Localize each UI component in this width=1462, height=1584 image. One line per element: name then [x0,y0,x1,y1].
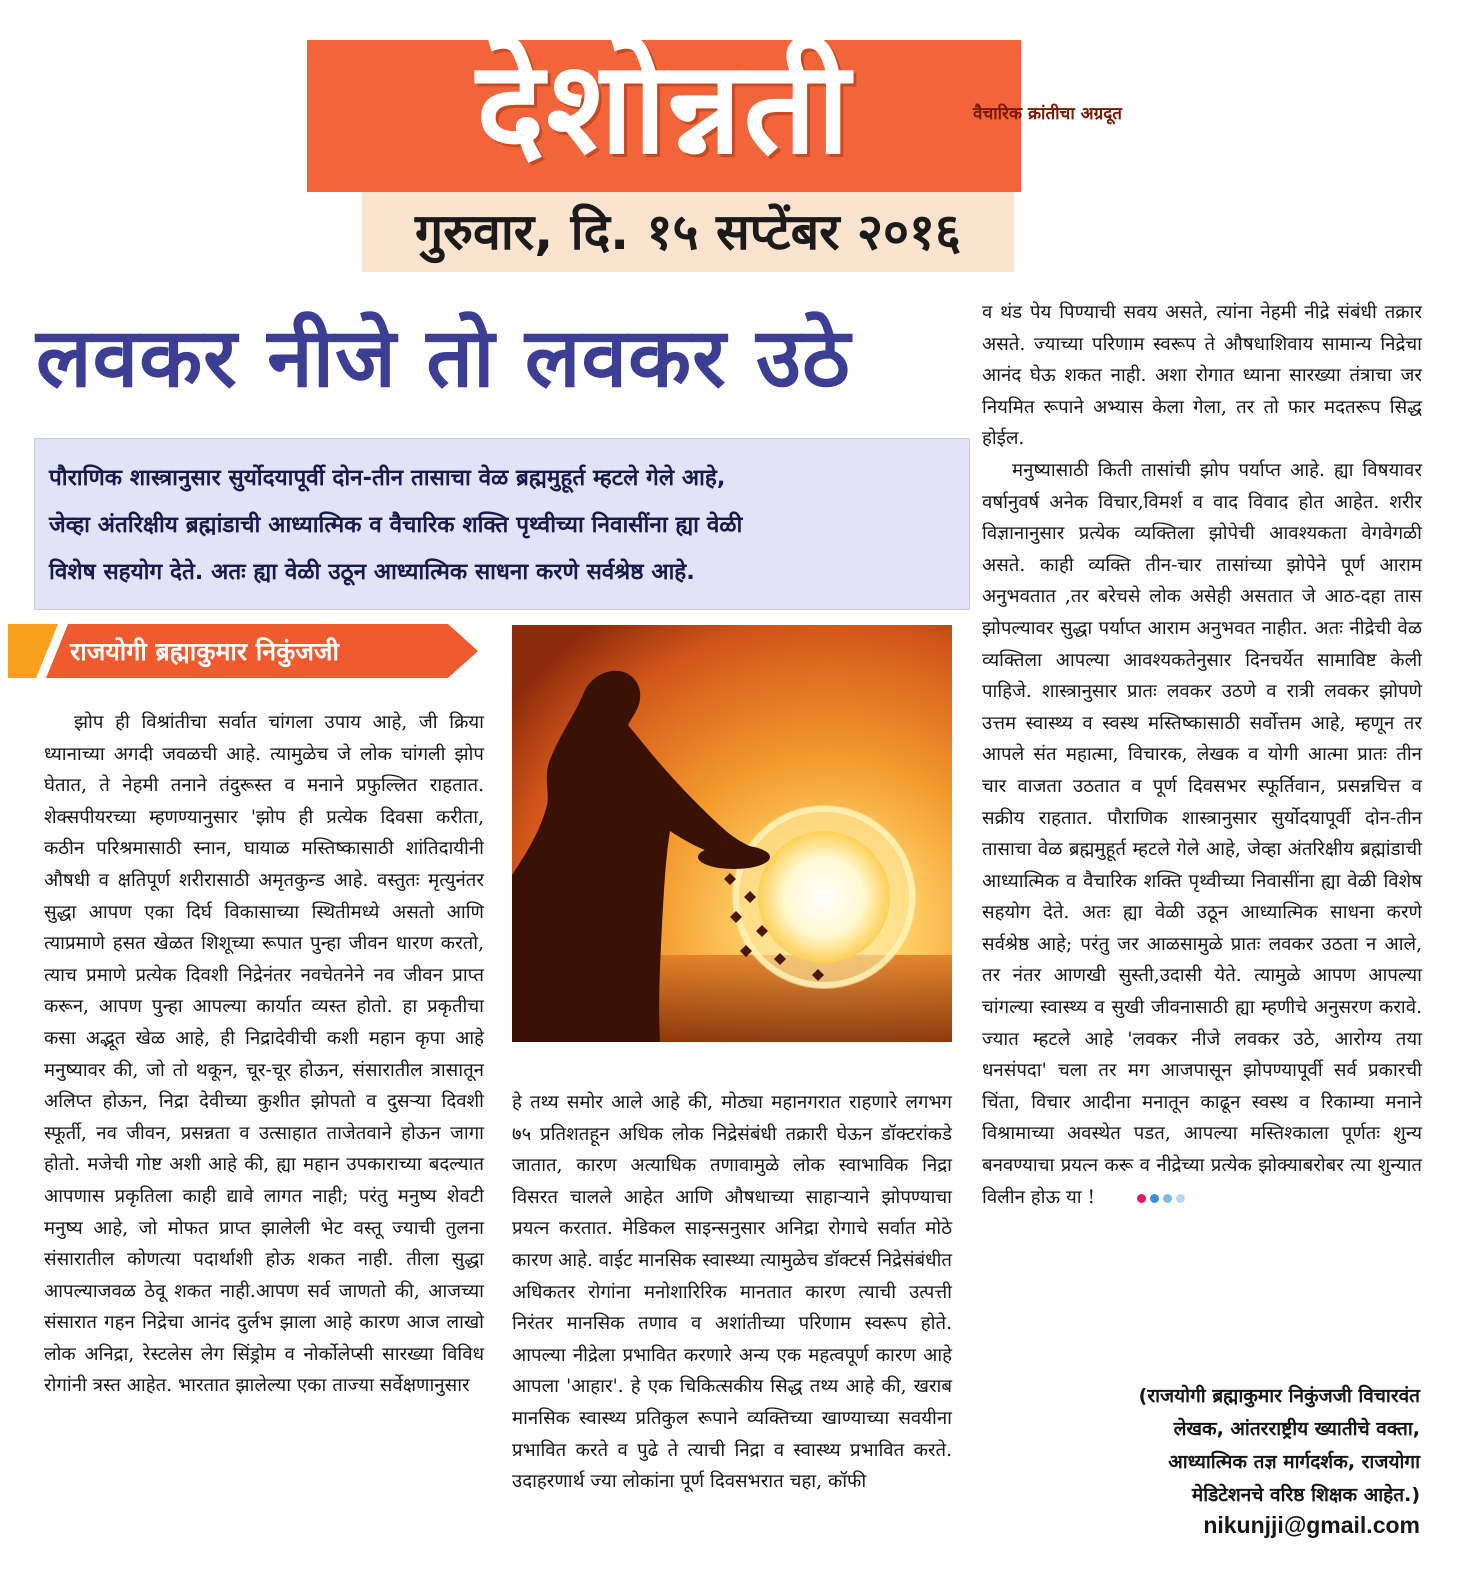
sunrise-offering-image [512,625,952,1042]
date-band [362,192,1014,272]
byline-bar [8,624,478,678]
article-photo [512,625,952,1042]
end-mark-icon [1107,1182,1189,1214]
article-column-1 [44,707,484,1402]
intro-box [34,438,970,610]
masthead [307,34,1122,192]
paragraph-text: मनुष्यासाठी किती तासांची झोप पर्याप्त आहे. ह्या विषयावर वर्षानुवर्ष अनेक विचार,विमर्श व वाद विवाद होत आहेत. शरीर विज्ञानानुसार प्रत्येक व्यक्तिला झोपेची आवश्यकता वेगवेगळी असते. काही व्यक्ति तीन-चार तासांच्या झोपेने पूर्ण आराम अनुभवतात ,तर बरेचसे लोक असेही असतात जे आठ-दहा तास झोपल्यावर सुद्धा पर्याप्त आराम अनुभवत नाहीत. अतः नीद्रेची वेळ व्यक्तिला आपल्या आवश्यकतेनुसार दिनचर्येत सामाविष्ट केली पाहिजे. शास्त्रानुसार प्रातः लवकर उठणे व रात्री लवकर झोपणे उत्तम स्वास्थ्य व स्वस्थ मस्तिष्कासाठी सर्वोत्तम आहे, म्हणून तर आपले संत महात्मा, विचारक, लेखक व योगी आत्मा प्रातः तीन चार वाजता उठतात व पूर्ण दिवसभर स्फूर्तिवान, प्रसन्नचित्त व सक्रीय राहतात. पौराणिक शास्त्रानुसार सुर्योदयापूर्वी दोन-तीन तासाचा वेळ ब्रह्ममुहूर्त म्हटले गेले आहे, जेव्हा अंतरिक्षीय ब्रह्मांडाची आध्यात्मिक व वैचारिक शक्ति पृथ्वीच्या निवासींना ह्या वेळी विशेष सहयोग देते. अतः ह्या वेळी उठून आध्यात्मिक साधना करणे सर्वश्रेष्ठ आहे; परंतु जर आळसामुळे प्रातः लवकर उठता न आले, तर नंतर आणखी सुस्ती,उदासी येते. त्यामुळे आपण आपल्या चांगल्या स्वास्थ्य व सुखी जीवनासाठी ह्या म्हणीचे अनुसरण करावे. ज्यात म्हटले आहे 'लवकर नीजे लवकर उठे, आरोग्य तया धनसंपदा' चला तर मग आजपासून झोपण्यापूर्वी सर्व प्रकारची चिंता, विचार आदीना मनातून काढून स्वस्थ व रिकाम्या मनाने विश्रामाच्या अवस्थेत पडत, आपल्या मस्तिश्काला पूर्णतः शुन्य बनवण्याचा प्रयत्न करू व नीद्रेच्या प्रत्येक झोक्याबरोबर त्या शुन्यात विलीन होऊ या ! [982,459,1422,1208]
author-note-line: मेडिटेशनचे वरिष्ठ शिक्षक आहेत.) [1191,1484,1420,1506]
paragraph: झोप ही विश्रांतीचा सर्वात चांगला उपाय आहे, जी क्रिया ध्यानाच्या अगदी जवळची आहे. त्यामुळेच जे लोक चांगली झोप घेतात, ते नेहमी तनाने तंदुरूस्त व मनाने प्रफुल्लित राहतात. शेक्सपीयरच्या म्हणण्यानुसार 'झोप ही प्रत्येक दिवसा करीता, कठीन परिश्रमासाठी स्नान, घायाळ मस्तिष्कासाठी शांतिदायीनी औषधी व क्षतिपूर्ण शरीरासाठी अमृतकुन्ड आहे. वस्तुतः मृत्युनंतर सुद्धा आपण एका दिर्घ विकासाच्या स्थितीमध्ये असतो आणि त्याप्रमाणे हसत खेळत शिशूच्या रूपात पुन्हा जीवन धारण करतो, त्याच प्रमाणे प्रत्येक दिवशी निद्रेनंतर नवचेतनेने नव जीवन प्राप्त करून, आपण पुन्हा आपल्या कार्यात व्यस्त होतो. हा प्रकृतीचा कसा अद्भूत खेळ आहे, ही निद्रादेवीची कशी महान कृपा आहे मनुष्यावर की, जो तो थकून, चूर-चूर होऊन, संसारातील त्रासातून अलिप्त होऊन, निद्रा देवीच्या कुशीत झोपतो व दुसऱ्या दिवशी स्फूर्ती, नव जीवन, प्रसन्नता व उत्साहात ताजेतवाने होऊन जागा होतो. मजेची गोष्ट अशी आहे की, ह्या महान उपकाराच्या बदल्यात आपणास प्रकृतिला काही द्यावे लागत नाही; परंतु मनुष्य शेवटी मनुष्य आहे, जो मोफत प्राप्त झालेली भेट वस्तू ज्याची तुलना संसारातील कोणत्या पदार्थाशी होऊ शकत नाही. तीला सुद्धा आपल्याजवळ ठेवू शकत नाही.आपण सर्व जाणतो की, आजच्या संसारात गहन निद्रेचा आनंद दुर्लभ झाला आहे कारण आज लाखो लोक अनिद्रा, रेस्टलेस लेग सिंड्रोम व नोर्कोलेप्सी सारख्या विविध रोगांनी त्रस्त आहेत. भारतात झालेल्या एका ताज्या सर्वेक्षणानुसार [44,712,484,1397]
paragraph: व थंड पेय पिण्याची सवय असते, त्यांना नेहमी नीद्रे संबंधी तक्रार असते. ज्याच्या परिणाम स्वरूप ते औषधाशिवाय सामान्य निद्रेचा आनंद घेऊ शकत नाही. अशा रोगात ध्याना सारख्या तंत्राचा जर नियमित रूपाने अभ्यास केला गेला, तर तो फार मदतरूप सिद्ध होईल. [982,302,1422,450]
author-note-line: (राजयोगी ब्रह्माकुमार निकुंजजी विचारवंत [1138,1385,1420,1407]
author-note-line: आध्यात्मिक तज्ञ मार्गदर्शक, राजयोगा [1168,1451,1420,1473]
paragraph: हे तथ्य समोर आले आहे की, मोठ्या महानगरात राहणारे लगभग ७५ प्रतिशतहून अधिक लोक निद्रेसंबंधी तक्रारी घेऊन डॉक्टरांकडे जातात, कारण अत्याधिक तणावामुळे लोक स्वाभाविक निद्रा विसरत चालले आहेत आणि औषधाच्या साहाऱ्याने झोपण्याचा प्रयत्न करतात. मेडिकल साइन्सनुसार अनिद्रा रोगाचे सर्वात मोठे कारण आहे. वाईट मानसिक स्वास्थ्या त्यामुळेच डॉक्टर्स निद्रेसंबंधीत अधिकतर रोगांना मनोशारिरिक मानतात कारण त्याची उत्पत्ती निरंतर मानसिक तणाव व अशांतीच्या परिणाम स्वरूप होते. आपल्या नीद्रेला प्रभावित करणारे अन्य एक महत्वपूर्ण कारण आहे आपला 'आहार'. हे एक चिकित्सकीय सिद्ध तथ्य आहे की, खराब मानसिक स्वास्थ्य प्रतिकुल रूपाने व्यक्तिच्या खाण्याच्या सवयीना प्रभावित करते व पुढे ते त्याची निद्रा व स्वास्थ्य प्रभावित करते. उदाहरणार्थ ज्या लोकांना पूर्ण दिवसभरात चहा, कॉफी [512,1092,952,1493]
issue-date: गुरुवार, दि. १५ सप्टेंबर २०१६ [414,203,962,261]
author-note [986,1380,1420,1512]
author-note-line: लेखक, आंतरराष्ट्रीय ख्यातीचे वक्ता, [1173,1418,1420,1440]
intro-line: विशेष सहयोग देते. अतः ह्या वेळी उठून आध्यात्मिक साधना करणे सर्वश्रेष्ठ आहे. [49,559,695,585]
author-byline: राजयोगी ब्रह्माकुमार निकुंजजी [70,637,339,666]
article-headline: लवकर नीजे तो लवकर उठे [36,311,851,406]
intro-line: जेव्हा अंतरिक्षीय ब्रह्मांडाची आध्यात्मिक व वैचारिक शक्ति पृथ्वीच्या निवासींना ह्या वेळी [49,512,743,538]
article-column-3 [982,297,1422,1213]
newspaper-tagline: वैचारिक क्रांतीचा अग्रदूत [973,104,1122,124]
article-column-2 [512,1087,952,1498]
intro-line: पौराणिक शास्त्रानुसार सुर्योदयापूर्वी दोन-तीन तासाचा वेळ ब्रह्ममुहूर्त म्हटले गेले आहे, [49,465,726,491]
intro-text [49,455,955,596]
author-email: nikunjji@gmail.com [1203,1512,1420,1538]
paragraph [982,455,1422,1213]
newspaper-title: देशोन्नती [476,34,852,183]
